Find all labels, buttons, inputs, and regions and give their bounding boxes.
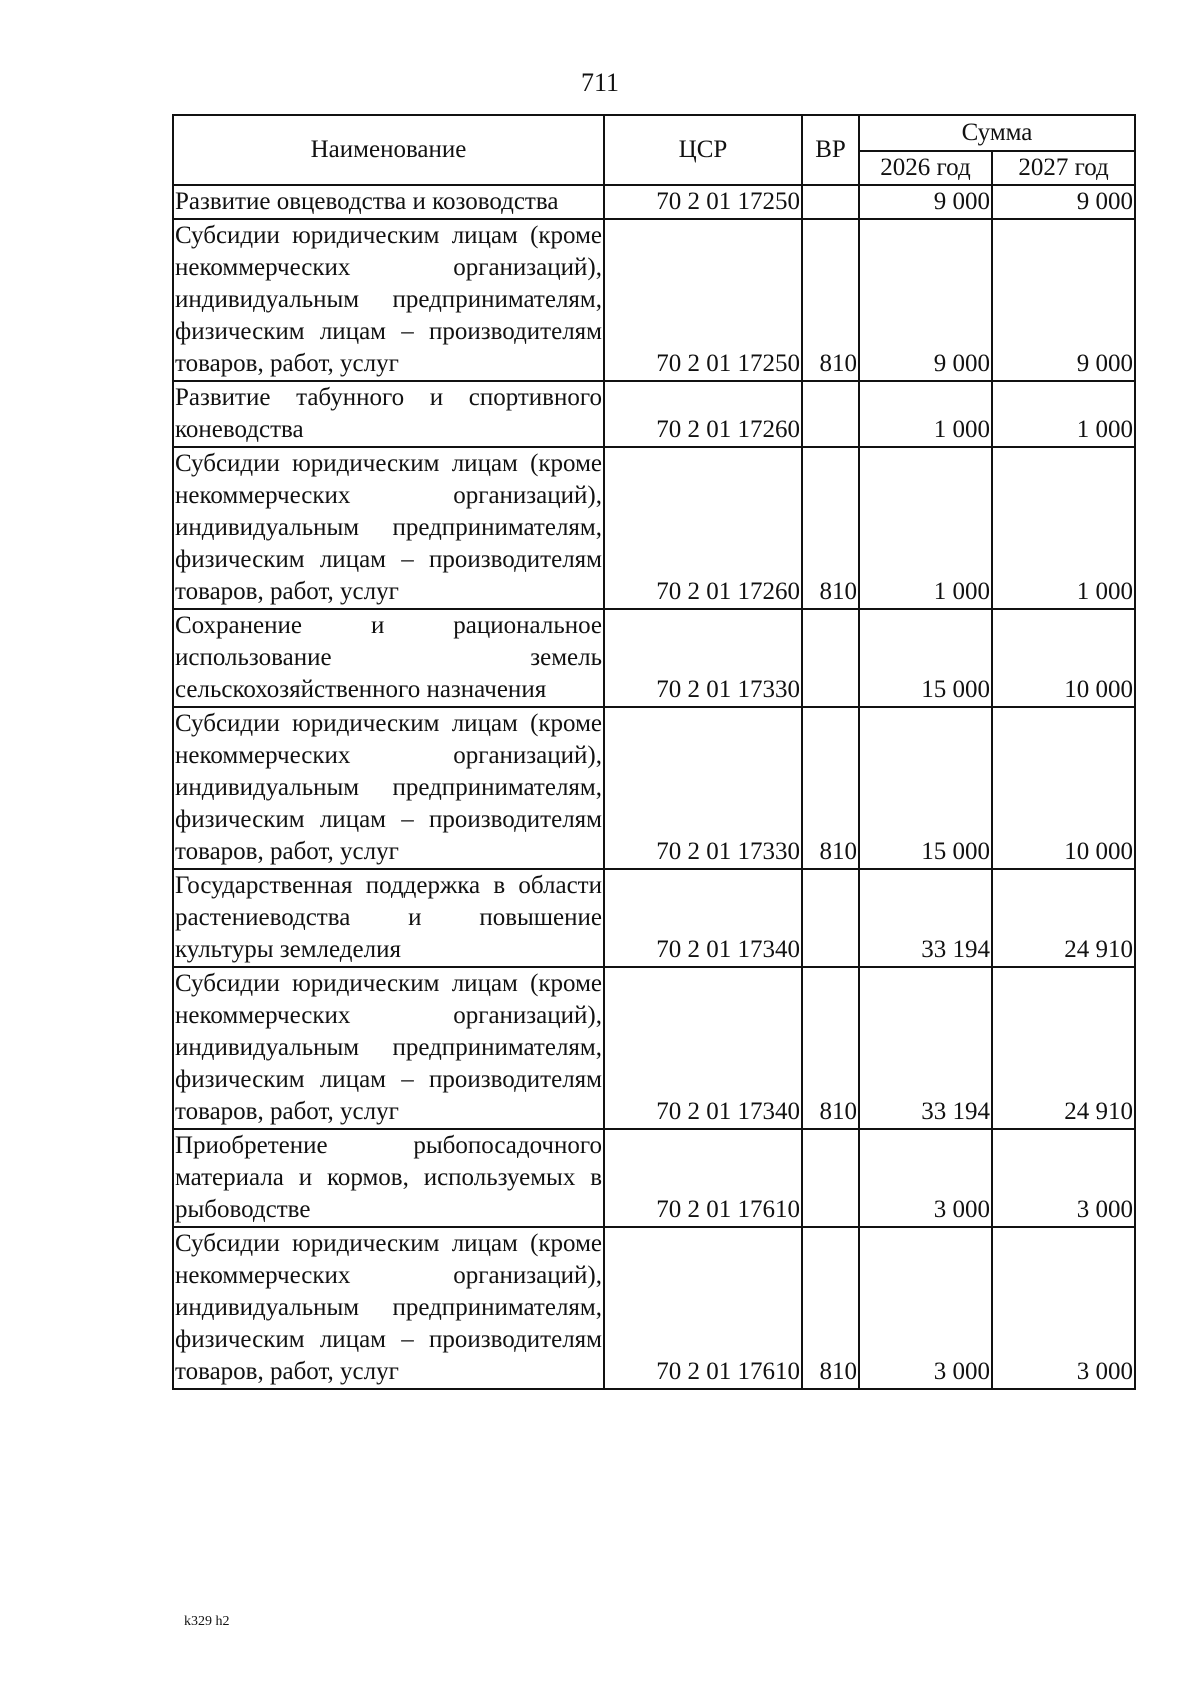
row-vr: [802, 185, 859, 219]
header-year-2027: 2027 год: [992, 151, 1135, 185]
row-sum-2027: 10 000: [992, 707, 1135, 869]
row-name: Субсидии юридическим лицам (кроме некоммерческих организаций), индивидуальным предпринимателям, физическим лицам – производителям товаров, работ, услуг: [173, 447, 604, 609]
row-sum-2026: 1 000: [859, 381, 992, 447]
row-name: Сохранение и рациональное использование земель сельскохозяйственного назначения: [173, 609, 604, 707]
row-vr: [802, 869, 859, 967]
table-row: [173, 869, 1135, 967]
row-csr: 70 2 01 17250: [604, 219, 802, 381]
row-vr: 810: [802, 219, 859, 381]
table-row: [173, 1129, 1135, 1227]
header-name: Наименование: [173, 115, 604, 185]
row-name: Развитие овцеводства и козоводства: [173, 185, 604, 219]
table-row: [173, 707, 1135, 869]
header-csr: ЦСР: [604, 115, 802, 185]
row-sum-2027: 10 000: [992, 609, 1135, 707]
table-row: [173, 609, 1135, 707]
row-name: Субсидии юридическим лицам (кроме некоммерческих организаций), индивидуальным предпринимателям, физическим лицам – производителям товаров, работ, услуг: [173, 707, 604, 869]
header-sum: Сумма: [859, 115, 1135, 151]
table-row: [173, 1227, 1135, 1389]
row-vr: 810: [802, 1227, 859, 1389]
row-sum-2027: 1 000: [992, 447, 1135, 609]
row-csr: 70 2 01 17250: [604, 185, 802, 219]
row-sum-2026: 15 000: [859, 707, 992, 869]
row-sum-2027: 9 000: [992, 219, 1135, 381]
row-csr: 70 2 01 17610: [604, 1129, 802, 1227]
table-row: [173, 381, 1135, 447]
row-vr: 810: [802, 447, 859, 609]
page-number: 711: [580, 68, 620, 97]
row-sum-2026: 1 000: [859, 447, 992, 609]
row-csr: 70 2 01 17330: [604, 609, 802, 707]
row-sum-2026: 9 000: [859, 219, 992, 381]
table-row: [173, 219, 1135, 381]
row-csr: 70 2 01 17340: [604, 967, 802, 1129]
row-sum-2027: 3 000: [992, 1227, 1135, 1389]
row-csr: 70 2 01 17330: [604, 707, 802, 869]
row-vr: [802, 381, 859, 447]
header-vr: ВР: [802, 115, 859, 185]
row-name: Субсидии юридическим лицам (кроме некоммерческих организаций), индивидуальным предпринимателям, физическим лицам – производителям товаров, работ, услуг: [173, 1227, 604, 1389]
row-vr: 810: [802, 967, 859, 1129]
budget-table: [172, 114, 1136, 1390]
row-name: Приобретение рыбопосадочного материала и кормов, используемых в рыбоводстве: [173, 1129, 604, 1227]
row-sum-2026: 3 000: [859, 1227, 992, 1389]
row-sum-2027: 3 000: [992, 1129, 1135, 1227]
row-name: Субсидии юридическим лицам (кроме некоммерческих организаций), индивидуальным предпринимателям, физическим лицам – производителям товаров, работ, услуг: [173, 967, 604, 1129]
row-sum-2026: 33 194: [859, 869, 992, 967]
row-sum-2026: 9 000: [859, 185, 992, 219]
row-sum-2026: 33 194: [859, 967, 992, 1129]
row-name: Развитие табунного и спортивного коневодства: [173, 381, 604, 447]
table-row: [173, 967, 1135, 1129]
header-row: [173, 115, 1135, 151]
row-sum-2026: 15 000: [859, 609, 992, 707]
footer-code: k329 h2: [184, 1614, 230, 1629]
row-vr: [802, 1129, 859, 1227]
table-row: [173, 447, 1135, 609]
row-name: Субсидии юридическим лицам (кроме некоммерческих организаций), индивидуальным предпринимателям, физическим лицам – производителям товаров, работ, услуг: [173, 219, 604, 381]
row-sum-2027: 24 910: [992, 869, 1135, 967]
row-vr: 810: [802, 707, 859, 869]
row-sum-2027: 24 910: [992, 967, 1135, 1129]
row-csr: 70 2 01 17260: [604, 447, 802, 609]
row-csr: 70 2 01 17260: [604, 381, 802, 447]
header-year-2026: 2026 год: [859, 151, 992, 185]
table-row: [173, 185, 1135, 219]
row-sum-2027: 9 000: [992, 185, 1135, 219]
row-csr: 70 2 01 17340: [604, 869, 802, 967]
row-csr: 70 2 01 17610: [604, 1227, 802, 1389]
row-vr: [802, 609, 859, 707]
row-sum-2026: 3 000: [859, 1129, 992, 1227]
row-name: Государственная поддержка в области растениеводства и повышение культуры земледелия: [173, 869, 604, 967]
row-sum-2027: 1 000: [992, 381, 1135, 447]
